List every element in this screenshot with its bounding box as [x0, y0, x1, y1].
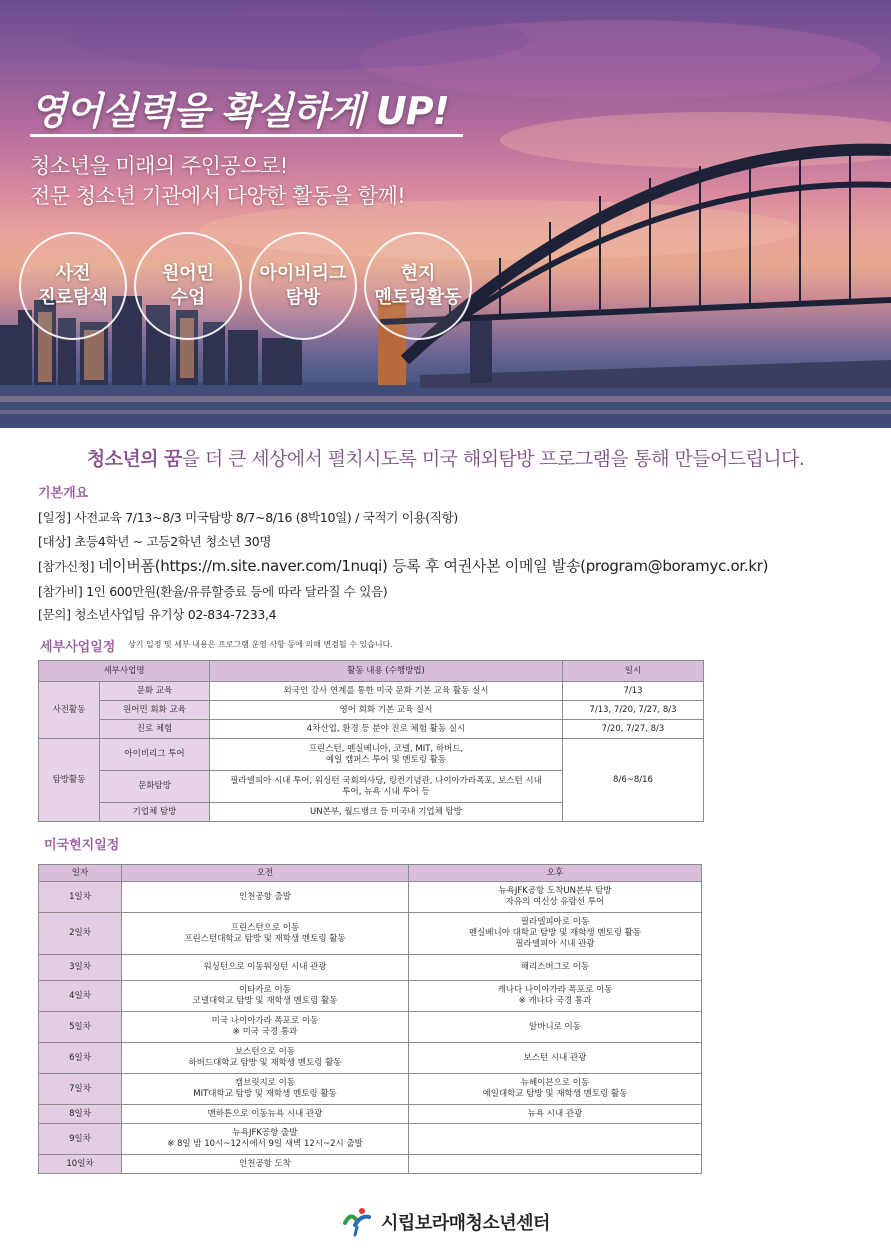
hero-banner [0, 0, 891, 428]
table-row [39, 955, 702, 981]
table-header-row [39, 865, 702, 882]
pm-cell: 뉴욕 시내 관광 [409, 1105, 702, 1124]
pm-cell: 필라델피아로 이동 펜실베니아 대학교 탐방 및 재학생 멘토링 활동 필라델피아 시내 관광 [409, 913, 702, 955]
day-cell: 4일차 [39, 981, 122, 1012]
content-cell: 외국인 강사 연계를 통한 미국 문화 기본 교육 활동 실시 [210, 682, 563, 701]
table-row [39, 720, 704, 739]
am-cell: 미국 나이아가라 폭포로 이동 ※ 미국 국경 통과 [122, 1012, 409, 1043]
pm-cell: 알바니로 이동 [409, 1012, 702, 1043]
table-row [39, 1012, 702, 1043]
date-cell: 7/13 [563, 682, 704, 701]
overview-title: 기본개요 [38, 486, 89, 501]
sub-name-cell: 문화탐방 [100, 771, 210, 803]
info-apply [38, 555, 768, 576]
table-row [39, 701, 704, 720]
header-cell: 오후 [409, 865, 702, 882]
header-cell: 활동 내용 (수행방법) [210, 661, 563, 682]
content-cell: 필라델피아 시내 투어, 워싱턴 국회의사당, 링컨기념관, 나이아가라폭포, 보스턴 시내 투어, 뉴욕 시내 투어 등 [210, 771, 563, 803]
table-row [39, 1155, 702, 1174]
table-row [39, 882, 702, 913]
table-header-row [39, 661, 704, 682]
am-cell: 인천공항 도착 [122, 1155, 409, 1174]
detail-title: 세부사업일정 [40, 640, 116, 655]
am-cell: 이타카로 이동 코넬대학교 탐방 및 재학생 멘토링 활동 [122, 981, 409, 1012]
content-cell: 4차산업, 환경 등 분야 진로 체험 활동 실시 [210, 720, 563, 739]
day-cell: 3일차 [39, 955, 122, 981]
date-cell: 7/13, 7/20, 7/27, 8/3 [563, 701, 704, 720]
hero-subtitle-line2: 전문 청소년 기관에서 다양한 활동을 함께! [30, 184, 406, 208]
day-cell: 5일차 [39, 1012, 122, 1043]
itinerary-body [39, 882, 702, 1174]
pm-cell: 보스턴 시내 관광 [409, 1043, 702, 1074]
day-cell: 7일차 [39, 1074, 122, 1105]
table-row [39, 1105, 702, 1124]
hero-subtitle-line1: 청소년을 미래의 주인공으로! [30, 154, 288, 178]
day-cell: 9일차 [39, 1124, 122, 1155]
group-cell: 사전활동 [39, 682, 100, 739]
info-target: [대상] 초등4학년 ~ 고등2학년 청소년 30명 [38, 534, 272, 549]
day-cell: 2일차 [39, 913, 122, 955]
itinerary-table [38, 864, 702, 1174]
tagline-text: 을 더 큰 세상에서 펼치시도록 미국 해외탐방 프로그램을 통해 만들어드립니다. [181, 448, 805, 470]
header-cell: 세부사업명 [39, 661, 210, 682]
day-cell: 1일차 [39, 882, 122, 913]
am-cell: 캠브릿지로 이동 MIT대학교 탐방 및 재학생 멘토링 활동 [122, 1074, 409, 1105]
am-cell: 보스턴으로 이동 하버드대학교 탐방 및 재학생 멘토링 활동 [122, 1043, 409, 1074]
pm-cell: 뉴욕JFK공항 도착UN본부 탐방 자유의 여신상 유람선 투어 [409, 882, 702, 913]
content-cell: 영어 회화 기본 교육 실시 [210, 701, 563, 720]
feature-circle-career: 사전 진로탐색 [19, 232, 127, 340]
content-cell: 프린스턴, 펜실베니아, 코넬, MIT, 하버드, 예일 캠퍼스 투어 및 멘토링 활동 [210, 739, 563, 771]
feature-circle-mentoring: 현지 멘토링활동 [364, 232, 472, 340]
hero-divider [30, 134, 463, 137]
info-apply-label: [참가신청] [38, 559, 95, 574]
group-cell: 탐방활동 [39, 739, 100, 822]
sub-name-cell: 기업체 탐방 [100, 803, 210, 822]
pm-cell: 해리스버그로 이동 [409, 955, 702, 981]
am-cell: 워싱턴으로 이동워싱턴 시내 관광 [122, 955, 409, 981]
sub-name-cell: 원어민 회화 교육 [100, 701, 210, 720]
am-cell: 프린스턴으로 이동 프린스턴대학교 탐방 및 재학생 멘토링 활동 [122, 913, 409, 955]
sydney-harbour-photo [0, 0, 891, 428]
sub-name-cell: 진로 체험 [100, 720, 210, 739]
org-logo-icon [341, 1207, 373, 1237]
day-cell: 8일차 [39, 1105, 122, 1124]
table-row [39, 981, 702, 1012]
intro-tagline [0, 444, 891, 471]
pm-cell: 캐나다 나이아가라 폭포로 이동 ※ 캐나다 국경 통과 [409, 981, 702, 1012]
itinerary-title: 미국현지일정 [44, 838, 120, 853]
info-schedule: [일정] 사전교육 7/13~8/3 미국탐방 8/7~8/16 (8박10일) / 국적기 이용(직항) [38, 510, 458, 525]
info-contact: [문의] 청소년사업팀 유기상 02-834-7233,4 [38, 607, 277, 622]
day-cell: 10일차 [39, 1155, 122, 1174]
sub-name-cell: 문화 교육 [100, 682, 210, 701]
detail-schedule-table [38, 660, 704, 822]
feature-circle-native-class: 원어민 수업 [134, 232, 242, 340]
detail-note: 상기 일정 및 세부 내용은 프로그램 운영 사항 등에 의해 변경될 수 있습니다. [128, 640, 393, 649]
date-cell: 7/20, 7/27, 8/3 [563, 720, 704, 739]
table-row [39, 739, 704, 771]
table-row [39, 1043, 702, 1074]
content-cell: UN본부, 월드뱅크 등 미국내 기업체 탐방 [210, 803, 563, 822]
header-cell: 오전 [122, 865, 409, 882]
info-apply-text: 네이버폼(https://m.site.naver.com/1nuqi) 등록 후 여권사본 이메일 발송(program@boramyc.or.kr) [97, 557, 769, 575]
pm-cell [409, 1124, 702, 1155]
tagline-highlight: 청소년의 꿈 [86, 448, 182, 470]
date-cell: 8/6~8/16 [563, 739, 704, 822]
info-fee: [참가비] 1인 600만원(환율/유류할증료 등에 따라 달라질 수 있음) [38, 584, 388, 599]
feature-circle-ivy-league: 아이비리그 탐방 [249, 232, 357, 340]
pm-cell: 뉴헤이븐으로 이동 예일대학교 탐방 및 재학생 멘토링 활동 [409, 1074, 702, 1105]
hero-title: 영어실력을 확실하게 UP! [30, 89, 449, 133]
footer [0, 1204, 891, 1240]
org-name: 시립보라매청소년센터 [381, 1213, 550, 1234]
am-cell: 맨하튼으로 이동뉴욕 시내 관광 [122, 1105, 409, 1124]
am-cell: 인천공항 출발 [122, 882, 409, 913]
day-cell: 6일차 [39, 1043, 122, 1074]
header-cell: 일자 [39, 865, 122, 882]
am-cell: 뉴욕JFK공항 출발 ※ 8일 밤 10시~12시에서 9일 새벽 12시~2시 출발 [122, 1124, 409, 1155]
table-row [39, 1074, 702, 1105]
pm-cell [409, 1155, 702, 1174]
table-row [39, 1124, 702, 1155]
table-row [39, 913, 702, 955]
header-cell: 일시 [563, 661, 704, 682]
sub-name-cell: 아이비리그 투어 [100, 739, 210, 771]
table-row [39, 682, 704, 701]
